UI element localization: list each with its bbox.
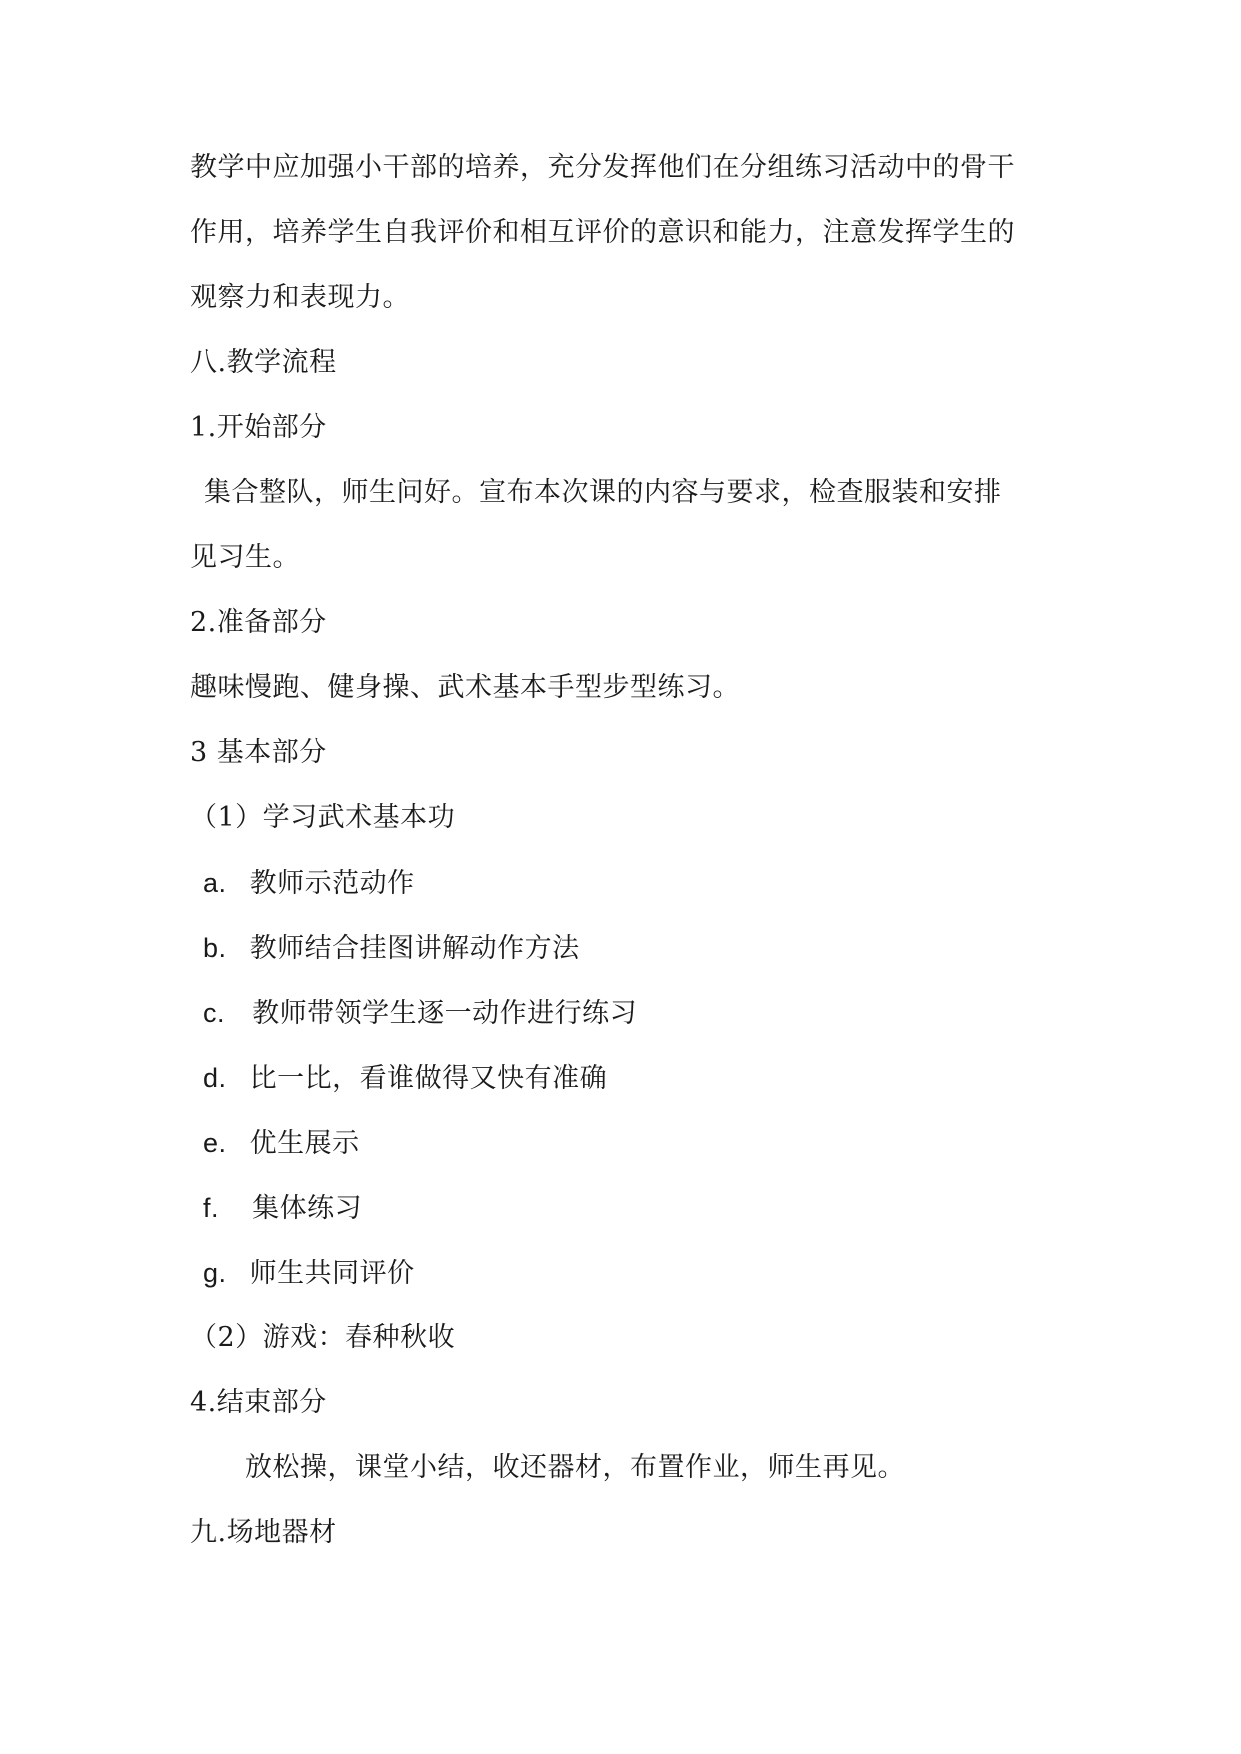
list-item-text: 比一比，看谁做得又快有准确 bbox=[249, 1063, 608, 1094]
list-item bbox=[203, 1058, 607, 1098]
list-item-text: 教师示范动作 bbox=[249, 868, 415, 899]
list-item-text: 优生展示 bbox=[249, 1128, 360, 1159]
list-item-text: 教师结合挂图讲解动作方法 bbox=[249, 933, 580, 964]
intro-paragraph-line-3: 观察力和表现力。 bbox=[190, 282, 410, 313]
list-item-marker: b. bbox=[203, 933, 227, 963]
list-item-marker: e. bbox=[203, 1128, 227, 1158]
list-item bbox=[203, 993, 637, 1033]
section-heading-teaching-process: 八.教学流程 bbox=[190, 347, 337, 378]
list-item-marker: d. bbox=[203, 1063, 227, 1093]
part3-subheading-1: （1）学习武术基本功 bbox=[190, 802, 456, 833]
list-item-text: 集体练习 bbox=[252, 1193, 363, 1224]
list-item bbox=[203, 928, 580, 968]
list-item-text: 师生共同评价 bbox=[249, 1258, 415, 1289]
list-item-marker: c. bbox=[203, 998, 226, 1028]
part1-title: 1.开始部分 bbox=[190, 412, 327, 443]
part4-text: 放松操，课堂小结，收还器材，布置作业，师生再见。 bbox=[245, 1452, 905, 1483]
part1-text-line-2: 见习生。 bbox=[190, 542, 300, 573]
list-item bbox=[203, 1253, 415, 1293]
list-item-marker: g. bbox=[203, 1258, 227, 1288]
section-heading-venue-equipment: 九.场地器材 bbox=[190, 1517, 337, 1548]
list-item bbox=[203, 1188, 362, 1228]
list-item-marker: f. bbox=[203, 1193, 220, 1223]
part3-title: 3 基本部分 bbox=[190, 737, 327, 768]
intro-paragraph-line-1: 教学中应加强小干部的培养，充分发挥他们在分组练习活动中的骨干 bbox=[190, 152, 1015, 183]
part2-text: 趣味慢跑、健身操、武术基本手型步型练习。 bbox=[190, 672, 740, 703]
intro-paragraph-line-2: 作用，培养学生自我评价和相互评价的意识和能力，注意发挥学生的 bbox=[190, 217, 1015, 248]
part2-title: 2.准备部分 bbox=[190, 607, 327, 638]
list-item-marker: a. bbox=[203, 868, 227, 898]
part1-text-line-1: 集合整队，师生问好。宣布本次课的内容与要求，检查服装和安排 bbox=[204, 477, 1002, 508]
list-item bbox=[203, 863, 415, 903]
part3-subheading-2: （2）游戏：春种秋收 bbox=[190, 1322, 456, 1353]
list-item-text: 教师带领学生逐一动作进行练习 bbox=[252, 998, 638, 1029]
list-item bbox=[203, 1123, 360, 1163]
part4-title: 4.结束部分 bbox=[190, 1387, 327, 1418]
